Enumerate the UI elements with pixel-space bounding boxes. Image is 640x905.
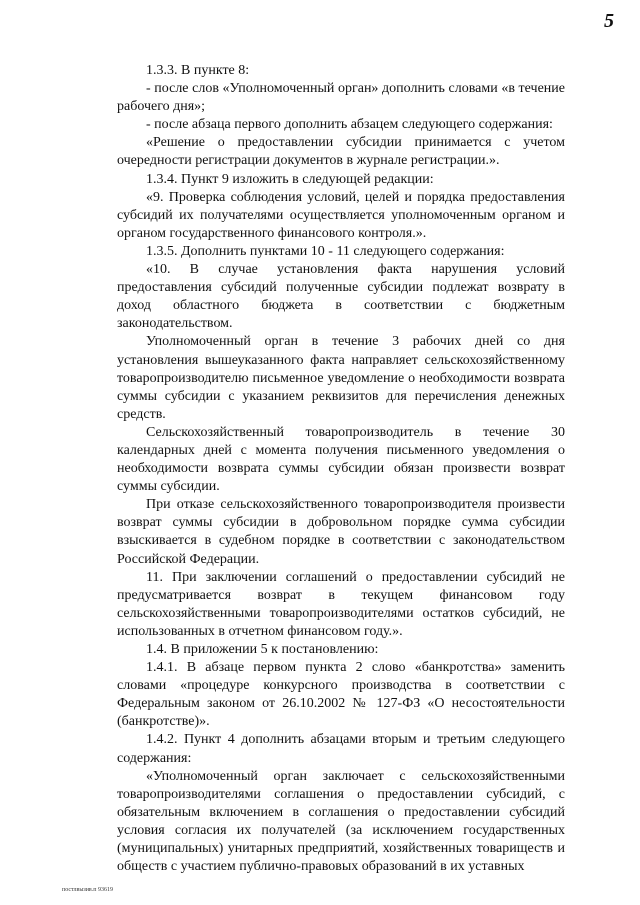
paragraph: 1.4.2. Пункт 4 дополнить абзацами вторым и третьим следующего содержания:: [117, 732, 565, 766]
paragraph: 1.3.4. Пункт 9 изложить в следующей редакции:: [146, 171, 434, 187]
paragraph: «9. Проверка соблюдения условий, целей и порядка предоставления субсидий их получателями осуществляется уполномоченным органом и органом государственного финансового контроля.».: [117, 189, 565, 241]
paragraph: 1.4. В приложении 5 к постановлению:: [146, 642, 379, 657]
paragraph: 1.4.1. В абзаце первом пункта 2 слово «банкротства» заменить словами «процедуре конкурсного производства в соответствии с Федеральным законом от 26.10.2002 № 127-ФЗ «О несостоятельности (банкротстве)».: [117, 660, 565, 730]
paragraph: Сельскохозяйственный товаропроизводитель в течение 30 календарных дней с момента получения письменного уведомления о необходимости возврата суммы субсидии обязан произвести возврат суммы субсидии.: [117, 424, 565, 495]
footer-code: постлвызив.п 93619: [62, 887, 113, 893]
paragraph: 1.3.3. В пункте 8:: [146, 63, 250, 78]
paragraph: Уполномоченный орган в течение 3 рабочих дней со дня установления вышеуказанного факта направляет сельскохозяйственному товаропроизводителю письменное уведомление о необходимости возврата суммы субсидии с указанием реквизитов для перечисления денежных средств.: [117, 334, 565, 422]
paragraph: «Решение о предоставлении субсидии принимается с учетом очередности регистрации документов в журнале регистрации.».: [117, 135, 565, 169]
paragraph: При отказе сельскохозяйственного товаропроизводителя произвести возврат суммы субсидии в добровольном порядке сумма субсидии взыскивается в судебном порядке в соответствии с законодательством Российской Федерации.: [117, 497, 565, 567]
paragraph: - после слов «Уполномоченный орган» дополнить словами «в течение рабочего дня»;: [117, 81, 565, 115]
page-number: 5: [604, 10, 614, 32]
paragraph: - после абзаца первого дополнить абзацем следующего содержания:: [146, 117, 553, 133]
paragraph: «10. В случае установления факта нарушения условий предоставления субсидий полученные субсидии подлежат возврату в доход областного бюджета в соответствии с бюджетным законодательством.: [117, 262, 565, 332]
paragraph: 11. При заключении соглашений о предоставлении субсидий не предусматривается возврат в текущем финансовом году сельскохозяйственными товаропроизводителями остатков субсидий, не использованных в отчетном финансовом году.».: [117, 569, 565, 639]
paragraph: «Уполномоченный орган заключает с сельскохозяйственными товаропроизводителями соглашения о предоставлении субсидий, с обязательным включением в соглашения о предоставлении субсидий условия согласия их получателей (за исключением государственных (муниципальных) унитарных предприятий, хозяйственных товариществ и обществ с участием публично-правовых образований в их уставных: [117, 768, 565, 875]
document-body: [117, 62, 565, 876]
paragraph: 1.3.5. Дополнить пунктами 10 - 11 следующего содержания:: [146, 243, 505, 259]
